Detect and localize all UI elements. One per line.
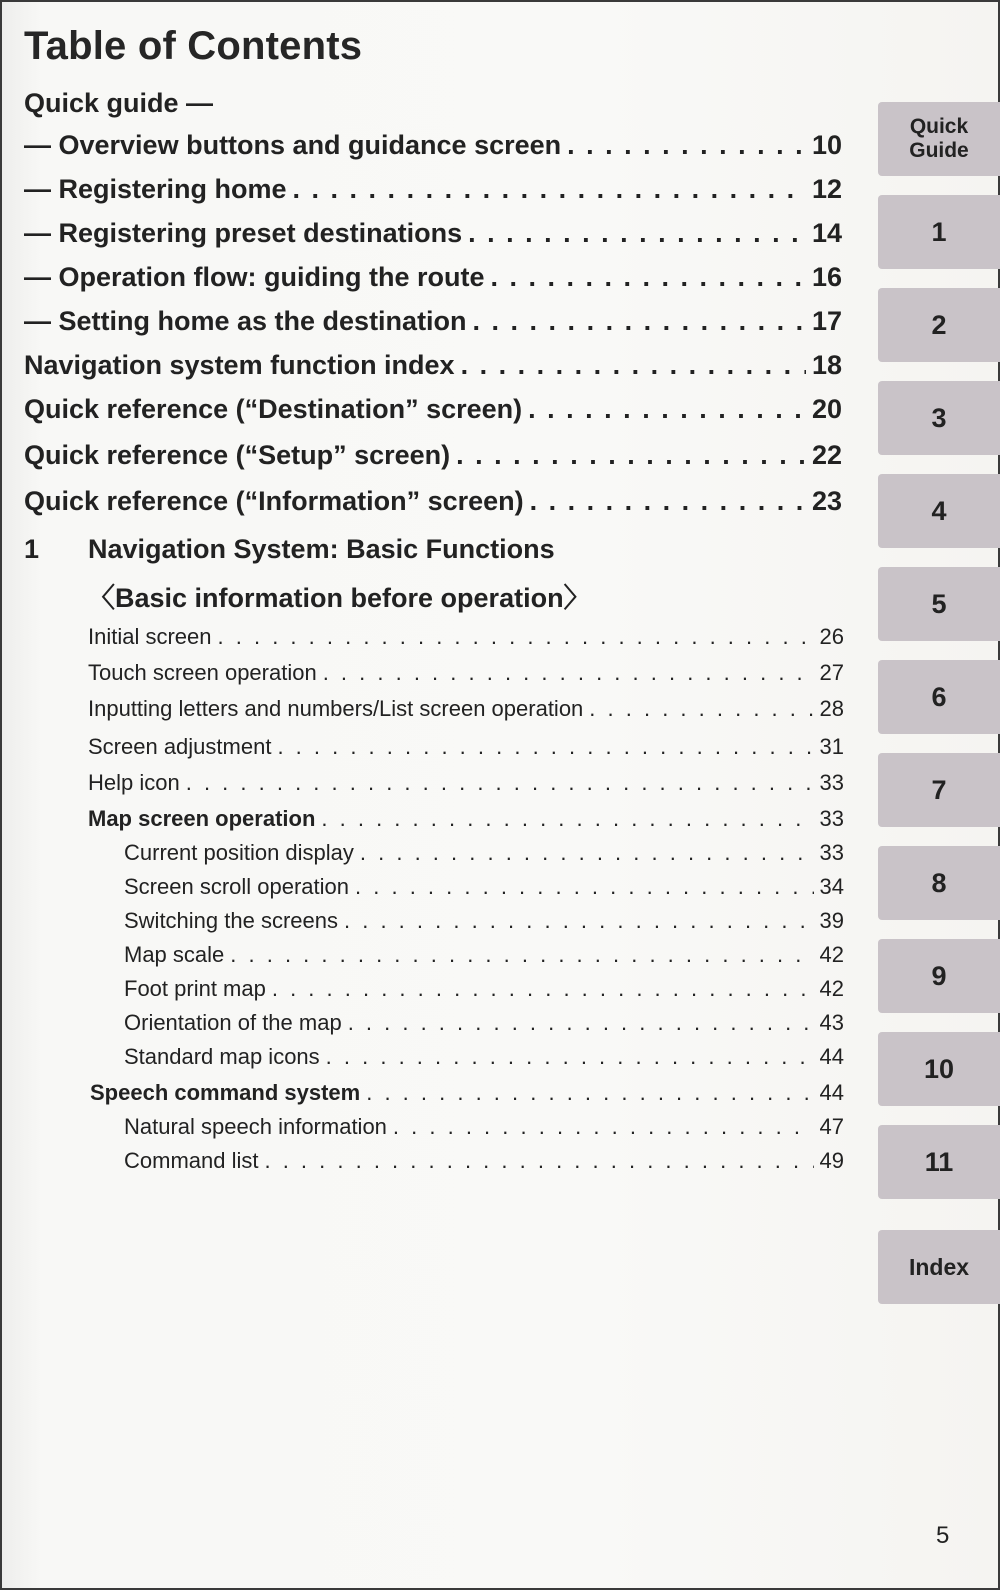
tab-11[interactable]: 11 — [878, 1125, 1000, 1199]
toc-entry[interactable] — [24, 440, 842, 471]
tab-7[interactable]: 7 — [878, 753, 1000, 827]
tab-5[interactable]: 5 — [878, 567, 1000, 641]
toc-entry[interactable] — [88, 806, 844, 832]
leader-dots — [218, 624, 814, 650]
toc-entry-text: Help icon — [88, 770, 180, 795]
toc-entry-text: Speech command system — [90, 1080, 361, 1105]
toc-entry[interactable] — [88, 624, 844, 650]
toc-entry-page: 26 — [819, 624, 844, 649]
toc-entry-text: Switching the screens — [124, 908, 338, 933]
leader-dots — [355, 874, 814, 900]
toc-entry-page: 43 — [819, 1010, 844, 1035]
toc-entry-text: — Setting home as the destination — [24, 306, 467, 336]
toc-entry[interactable] — [88, 696, 844, 722]
tab-9[interactable]: 9 — [878, 939, 1000, 1013]
toc-entry-text: Touch screen operation — [88, 660, 317, 685]
quick-guide-heading-text: Quick guide — — [24, 88, 214, 118]
toc-entry[interactable] — [24, 350, 842, 381]
leader-dots — [461, 350, 806, 381]
toc-entry-text: Orientation of the map — [124, 1010, 342, 1035]
section-number: 1 — [24, 534, 40, 564]
toc-entry-text: — Operation flow: guiding the route — [24, 262, 485, 292]
leader-dots — [272, 976, 814, 1002]
leader-dots — [528, 394, 806, 425]
toc-entry-text: — Registering preset destinations — [24, 218, 463, 248]
toc-entry-text: Quick reference (“Setup” screen) — [24, 440, 451, 470]
toc-entry-page: 22 — [811, 440, 842, 470]
toc-entry-page: 34 — [819, 874, 844, 899]
leader-dots — [530, 486, 806, 517]
leader-dots — [456, 440, 806, 471]
section-title: Navigation System: Basic Functions — [88, 534, 555, 564]
tab-2[interactable]: 2 — [878, 288, 1000, 362]
leader-dots — [277, 734, 813, 760]
tab-quick-guide[interactable]: Quick Guide — [878, 102, 1000, 176]
tab-8[interactable]: 8 — [878, 846, 1000, 920]
toc-entry-page: 33 — [819, 840, 844, 865]
toc-entry-page: 23 — [811, 486, 842, 516]
leader-dots — [230, 942, 813, 968]
toc-entry-page: 18 — [811, 350, 842, 380]
toc-entry-text: Screen adjustment — [88, 734, 272, 759]
toc-entry-page: 10 — [811, 130, 842, 160]
toc-entry-page: 12 — [811, 174, 842, 204]
leader-dots — [348, 1010, 814, 1036]
leader-dots — [360, 840, 814, 866]
tab-index[interactable]: Index — [878, 1230, 1000, 1304]
leader-dots — [490, 262, 805, 293]
leader-dots — [567, 130, 806, 161]
toc-entry-text: Navigation system function index — [24, 350, 455, 380]
tab-10[interactable]: 10 — [878, 1032, 1000, 1106]
toc-entry-page: 28 — [819, 696, 844, 721]
toc-entry-text: — Registering home — [24, 174, 287, 204]
toc-entry-page: 33 — [819, 770, 844, 795]
leader-dots — [186, 770, 814, 796]
toc-entry[interactable] — [124, 1010, 844, 1036]
leader-dots — [321, 806, 813, 832]
toc-entry-text: Standard map icons — [124, 1044, 320, 1069]
toc-entry-text: Quick reference (“Destination” screen) — [24, 394, 523, 424]
toc-entry-text: Foot print map — [124, 976, 266, 1001]
toc-entry[interactable] — [24, 174, 842, 205]
toc-entry-text: Inputting letters and numbers/List screen operation — [88, 696, 584, 721]
toc-entry[interactable] — [24, 130, 842, 161]
toc-entry[interactable] — [124, 908, 844, 934]
toc-entry-page: 31 — [819, 734, 844, 759]
toc-entry[interactable] — [124, 1114, 844, 1140]
toc-entry-text: Quick reference (“Information” screen) — [24, 486, 524, 516]
leader-dots — [468, 218, 806, 249]
tab-1[interactable]: 1 — [878, 195, 1000, 269]
leader-dots — [589, 696, 813, 722]
toc-entry-page: 27 — [819, 660, 844, 685]
toc-entry-page: 39 — [819, 908, 844, 933]
page-title: Table of Contents — [24, 24, 363, 68]
toc-entry[interactable] — [88, 660, 844, 686]
toc-entry[interactable] — [24, 218, 842, 249]
section-subtitle: 〈Basic information before operation〉 — [88, 583, 591, 613]
leader-dots — [326, 1044, 814, 1070]
leader-dots — [393, 1114, 814, 1140]
tab-6[interactable]: 6 — [878, 660, 1000, 734]
toc-entry[interactable] — [124, 1148, 844, 1174]
toc-entry[interactable] — [24, 262, 842, 293]
toc-entry-text: Map scale — [124, 942, 225, 967]
quick-guide-heading — [24, 88, 213, 119]
toc-entry-page: 42 — [819, 942, 844, 967]
toc-entry-text: Screen scroll operation — [124, 874, 350, 899]
toc-entry-text: Initial screen — [88, 624, 212, 649]
leader-dots — [473, 306, 806, 337]
toc-entry[interactable] — [124, 840, 844, 866]
toc-entry-page: 44 — [819, 1080, 844, 1105]
toc-entry-text: Command list — [124, 1148, 259, 1173]
page-number: 5 — [936, 1522, 950, 1549]
leader-dots — [366, 1080, 813, 1106]
toc-entry-page: 20 — [811, 394, 842, 424]
toc-entry-text: Current position display — [124, 840, 354, 865]
toc-entry-page: 16 — [811, 262, 842, 292]
toc-entry-text: Map screen operation — [88, 806, 316, 831]
toc-entry[interactable] — [90, 1080, 844, 1106]
toc-entry[interactable] — [124, 942, 844, 968]
toc-entry[interactable] — [88, 734, 844, 760]
leader-dots — [264, 1148, 813, 1174]
toc-entry[interactable] — [88, 770, 844, 796]
tab-3[interactable]: 3 — [878, 381, 1000, 455]
toc-entry[interactable] — [124, 874, 844, 900]
toc-entry-page: 44 — [819, 1044, 844, 1069]
toc-entry-page: 14 — [811, 218, 842, 248]
toc-entry[interactable] — [124, 1044, 844, 1070]
toc-entry-page: 33 — [819, 806, 844, 831]
leader-dots — [323, 660, 814, 686]
toc-entry-text: — Overview buttons and guidance screen — [24, 130, 562, 160]
toc-entry-page: 49 — [819, 1148, 844, 1173]
leader-dots — [293, 174, 806, 205]
toc-entry[interactable] — [24, 486, 842, 517]
toc-entry-page: 47 — [819, 1114, 844, 1139]
toc-entry[interactable] — [24, 306, 842, 337]
tab-4[interactable]: 4 — [878, 474, 1000, 548]
toc-entry-page: 17 — [811, 306, 842, 336]
leader-dots — [344, 908, 814, 934]
toc-entry-page: 42 — [819, 976, 844, 1001]
toc-entry[interactable] — [24, 394, 842, 425]
toc-entry[interactable] — [124, 976, 844, 1002]
toc-entry-text: Natural speech information — [124, 1114, 387, 1139]
